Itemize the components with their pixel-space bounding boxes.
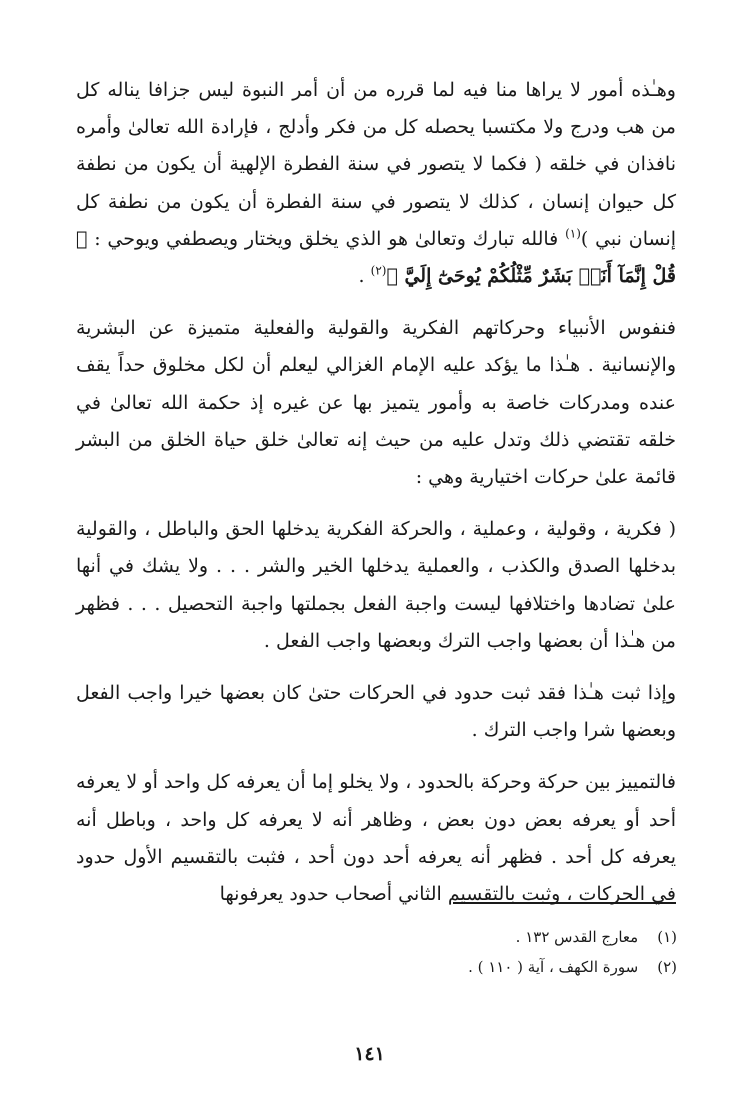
footnote-1 <box>277 922 677 952</box>
footnote-ref-2[interactable]: (٢) <box>370 263 387 278</box>
paragraph-1 <box>76 72 676 295</box>
footnote-divider <box>453 902 676 904</box>
footnote-2-text: سورة الكهف ، آية ( ١١٠ ) . <box>468 958 639 976</box>
footnotes <box>277 922 677 982</box>
page-body <box>76 72 676 913</box>
paragraph-1-text-a: وهـٰذه أمور لا يراها منا فيه لما قرره من أن أمر النبوة ليس جزافا يناله كل من هب ودرج ولا مكتسبا يحصله كل من فكر وأدلج ، فإرادة الله تعالىٰ وأمره نافذان في خلقه ( فكما لا يتصور في سنة الفطرة الإلهية أن يكون من نطفة كل حيوان إنسان ، كذلك لا يتصور في سنة الفطرة أن يكون من نطفة كل إنسان نبي ) <box>76 79 677 250</box>
page-number: ١٤١ <box>354 1043 385 1065</box>
paragraph-3: ( فكرية ، وقولية ، وعملية ، والحركة الفكرية يدخلها الحق والباطل ، والقولية بدخلها الصدق والكذب ، والعملية يدخلها الخير والشر . . . ولا يشك في أنها علىٰ تضادها واختلافها ليست واجبة الفعل بجملتها واجبة التحصيل . . . فظهر من هـٰذا أن بعضها واجب الترك وبعضها واجب الفعل . <box>76 518 676 652</box>
footnote-ref-1[interactable]: (١) <box>565 226 581 241</box>
footnote-2-number: (٢) <box>657 958 677 976</box>
quran-verse: ﴿ قُلْ إِنَّمَآ أَنَا۠ بَشَرٌ مِّثْلُكُمْ يُوحَىٰٓ إِلَيَّ ﴾ <box>76 227 676 288</box>
paragraph-1-text-c: . <box>358 265 371 288</box>
paragraph-4: وإذا ثبت هـٰذا فقد ثبت حدود في الحركات حتىٰ كان بعضها خيرا واجب الفعل وبعضها شرا واجب الترك . <box>76 682 676 742</box>
footnote-1-text: معارج القدس ١٣٢ . <box>515 928 639 946</box>
paragraph-2: فنفوس الأنبياء وحركاتهم الفكرية والقولية والفعلية متميزة عن البشرية والإنسانية . هـٰذا ما يؤكد عليه الإمام الغزالي ليعلم أن لكل مخلوق حداً يقف عنده ومدركات خاصة به وأمور يتميز بها عن غيره إذ حكمة الله تعالىٰ في خلقه تقتضي ذلك وتدل عليه من حيث إنه تعالىٰ خلق حياة الخلق من البشر قائمة علىٰ حركات اختيارية وهي : <box>76 317 676 489</box>
paragraph-5: فالتمييز بين حركة وحركة بالحدود ، ولا يخلو إما أن يعرفه كل واحد أو لا يعرفه أحد أو يعرفه بعض دون بعض ، وظاهر أنه لا يعرفه كل واحد ، وباطل أنه يعرفه كل أحد . فظهر أنه يعرفه أحد دون أحد ، فثبت بالتقسيم الأول حدود في الحركات ، وثبت بالتقسيم الثاني أصحاب حدود يعرفونها <box>76 771 676 906</box>
paragraph-1-text-b: فالله تبارك وتعالىٰ هو الذي يخلق ويختار ويصطفي ويوحي : <box>87 227 566 250</box>
footnote-2 <box>277 952 677 982</box>
footnote-1-number: (١) <box>657 928 677 946</box>
